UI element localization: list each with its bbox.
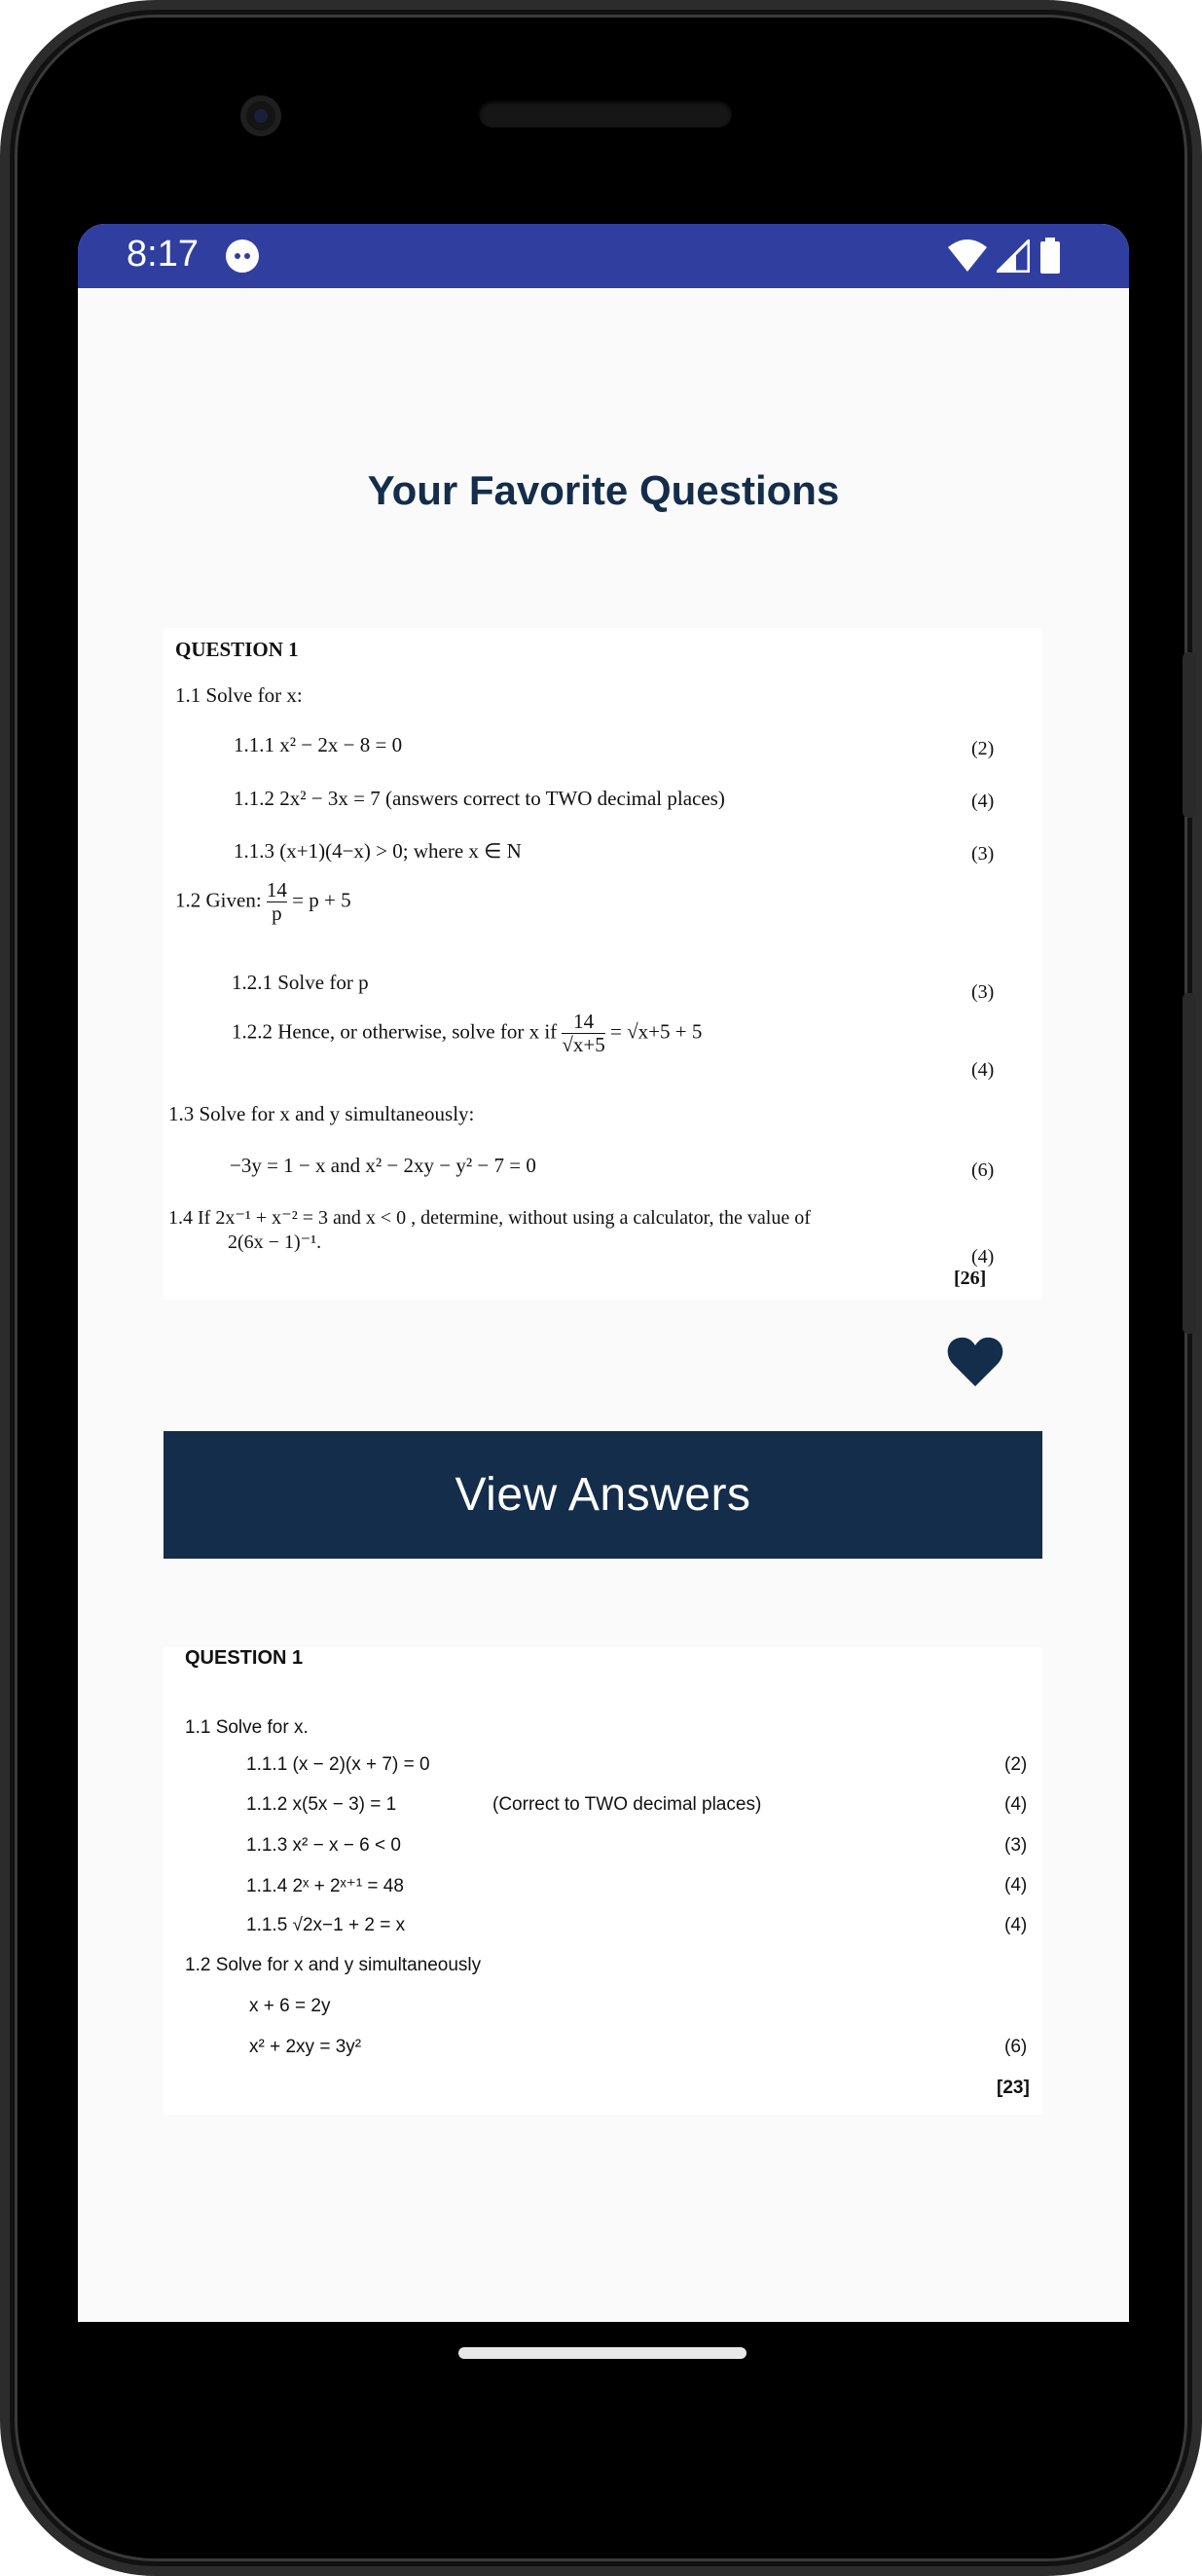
question-total: [26] [954,1268,987,1289]
battery-icon [1039,238,1061,275]
question-total: [23] [997,2078,1030,2098]
wifi-icon [948,239,987,273]
fraction-numerator: 14 [266,878,287,902]
mark: (4) [971,1246,995,1268]
question-image-1 [164,628,1042,1300]
question-line: 1.2 Solve for x and y simultaneously [185,1955,482,1975]
fraction [267,879,287,925]
hence-rest: = √x+5 + 5 [610,1019,703,1044]
cell-signal-icon [997,239,1030,273]
question-image-2 [164,1647,1042,2115]
question-line: 1.4 If 2x⁻¹ + x⁻² = 3 and x < 0 , determine, without using a calculator, the value of [168,1207,811,1229]
question-line: 1.1.2 2x² − 3x = 7 (answers correct to TWO decimal places) [234,787,725,810]
question-line: x + 6 = 2y [249,1996,331,2016]
app-screen [78,224,1129,2322]
question-line: 1.1.1 x² − 2x − 8 = 0 [234,733,403,756]
status-bar [78,224,1129,288]
front-camera [240,95,281,136]
mark: (4) [971,791,995,812]
question-line: 1.1 Solve for x. [185,1717,309,1738]
fraction-denominator: √x+5 [562,1033,605,1057]
mark: (6) [971,1159,995,1181]
question-line: 1.1.2 x(5x − 3) = 1 [246,1794,397,1815]
mark: (4) [1004,1794,1028,1815]
fraction [562,1011,604,1056]
view-answers-button[interactable]: View Answers [164,1431,1042,1559]
question-line: 1.1 Solve for x: [175,683,303,707]
question-line [175,879,351,925]
home-indicator[interactable] [458,2347,747,2359]
question-line: 1.1.5 √2x−1 + 2 = x [246,1915,406,1935]
mark: (3) [971,843,995,865]
question-line: 1.1.1 (x − 2)(x + 7) = 0 [246,1754,430,1775]
mark: (4) [1004,1915,1028,1935]
page-title: Your Favorite Questions [367,467,840,513]
mark: (4) [971,1059,995,1081]
question-line: 1.1.3 (x+1)(4−x) > 0; where x ∈ N [234,839,522,863]
mark: (2) [971,738,995,759]
question-line: x² + 2xy = 3y² [249,2037,362,2057]
notification-app-icon [226,239,259,273]
volume-button [1183,993,1196,1334]
status-icons [948,236,1061,276]
status-time: 8:17 [127,234,199,275]
question-note: (Correct to TWO decimal places) [492,1794,762,1815]
question-heading: QUESTION 1 [175,638,299,661]
question-line: 1.1.3 x² − x − 6 < 0 [246,1835,401,1856]
given-rest: = p + 5 [292,888,351,912]
question-line: 1.2.1 Solve for p [232,971,369,994]
question-line: 2(6x − 1)⁻¹. [228,1232,322,1253]
hence-label: 1.2.2 Hence, or otherwise, solve for x if [232,1019,558,1044]
mark: (2) [1004,1754,1028,1775]
question-line: 1.3 Solve for x and y simultaneously: [168,1102,475,1125]
mark: (3) [1004,1835,1028,1856]
earpiece-speaker [479,100,732,128]
power-button [1183,652,1196,818]
fraction-denominator: p [267,902,287,925]
mark: (6) [1004,2037,1028,2057]
question-heading: QUESTION 1 [185,1647,304,1669]
mark: (3) [971,981,995,1003]
question-line: −3y = 1 − x and x² − 2xy − y² − 7 = 0 [230,1154,536,1177]
mark: (4) [1004,1875,1028,1895]
heart-icon[interactable] [947,1337,1003,1387]
given-label: 1.2 Given: [175,888,262,912]
question-line: 1.1.4 2ˣ + 2ˣ⁺¹ = 48 [246,1876,404,1896]
question-line [232,1011,702,1056]
fraction-numerator: 14 [573,1010,595,1033]
